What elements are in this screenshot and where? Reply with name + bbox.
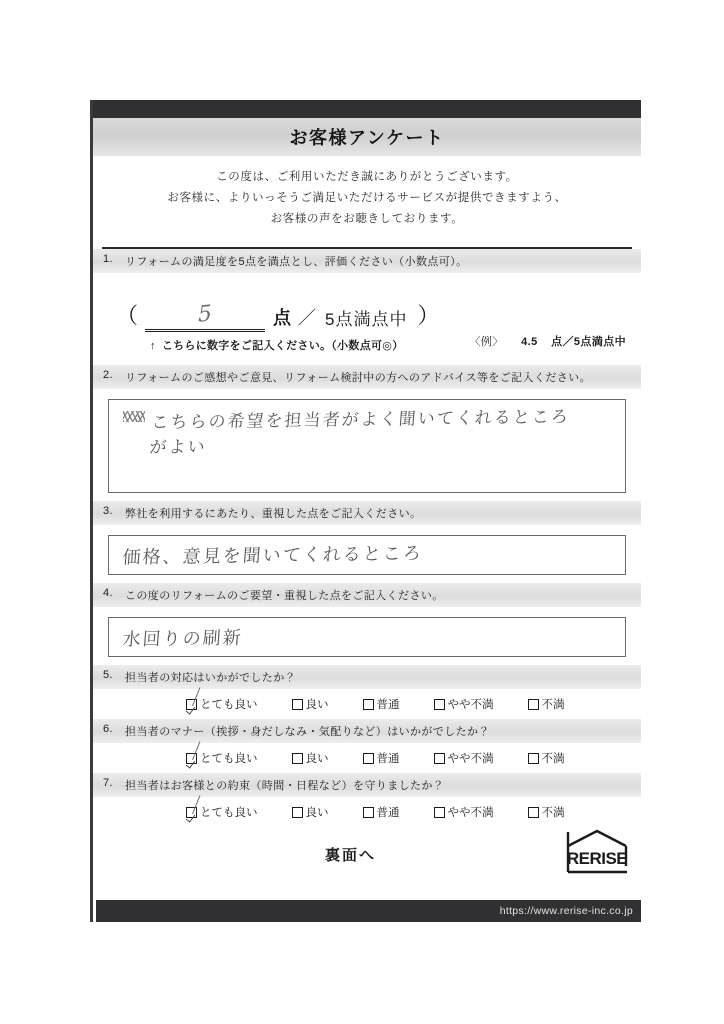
question-5-options [102,689,632,719]
question-1-number: 1. [103,253,113,265]
q5-option-label-3: やや不満 [447,699,494,711]
intro-line-2: お客様に、よりいっそうご満足いただけるサービスが提供できますよう、 [167,192,567,204]
checkbox-icon [528,807,539,818]
example-value: 4.5 [521,336,538,348]
score-example [469,333,626,349]
q6-option-good[interactable] [292,750,329,766]
q5-option-label-0: とても良い [200,699,258,711]
intro-line-1: この度は、ご利用いただき誠にありがとうございます。 [216,171,518,183]
question-7-header [93,773,641,797]
question-2-prompt: リフォームのご感想やご意見、リフォーム検討中の方へのアドバイス等をご記入ください。 [125,372,591,384]
checkbox-icon [292,753,303,764]
q7-option-label-0: とても良い [200,807,258,819]
question-5-number: 5. [103,669,113,681]
q5-option-label-2: 普通 [376,699,400,711]
question-3-prompt: 弊社を利用するにあたり、重視した点をご記入ください。 [125,508,422,520]
q6-option-label-3: やや不満 [447,753,494,765]
q5-option-good[interactable] [292,696,329,712]
checkbox-icon [292,699,303,710]
intro-block [102,156,632,241]
q5-option-somewhat-dissatisfied[interactable] [434,696,494,712]
page-footer [93,826,641,884]
q7-option-somewhat-dissatisfied[interactable] [434,804,494,820]
document-title-band [93,118,641,156]
page-title: お客様アンケート [289,128,445,148]
q6-option-very-good[interactable] [186,750,258,766]
example-unit: 点／5点満点中 [551,336,626,348]
question-2-header [93,365,641,389]
q5-option-label-4: 不満 [541,699,565,711]
q6-option-dissatisfied[interactable] [528,750,565,766]
q7-option-average[interactable] [363,804,400,820]
checkbox-icon [186,753,197,764]
q7-option-label-1: 良い [305,807,329,819]
q7-option-dissatisfied[interactable] [528,804,565,820]
question-3-number: 3. [103,505,113,517]
score-instruction-text: こちらに数字をご記入ください。（小数点可◎） [161,340,404,352]
question-3-answer-text: 価格、意見を聞いてくれるところ [121,543,424,569]
company-url[interactable]: https://www.rerise-inc.co.jp [499,905,633,917]
question-7-number: 7. [103,777,113,789]
score-paren-close: ） [417,303,441,328]
checkbox-icon [186,699,197,710]
logo-wordmark: RERISE [566,849,628,868]
question-6-prompt: 担当者のマナー（挨拶・身だしなみ・気配りなど）はいかがでしたか？ [125,726,490,738]
handwritten-score: 5 [197,301,213,328]
q7-option-very-good[interactable] [186,804,258,820]
score-slash: ／ [298,308,318,328]
score-entry-row [116,299,441,332]
question-7-options [102,797,632,827]
q7-option-label-4: 不満 [541,807,565,819]
score-instruction [150,337,404,353]
q6-option-label-4: 不満 [541,753,565,765]
checkbox-icon [186,807,197,818]
checkbox-icon [434,699,445,710]
scan-top-bar [93,100,641,118]
checkbox-icon [434,807,445,818]
question-7-prompt: 担当者はお客様との約束（時間・日程など）を守りましたか？ [125,780,445,792]
q7-option-good[interactable] [292,804,329,820]
question-3-answer-box[interactable] [108,535,626,575]
checkbox-icon [363,699,374,710]
question-2-answer-text: こちらの希望を担当者がよく聞いてくれるところ がよい [148,407,571,458]
house-logo-icon [561,826,633,878]
question-5-header [93,665,641,689]
q6-option-label-1: 良い [305,753,329,765]
checkbox-icon [528,753,539,764]
q6-option-average[interactable] [363,750,400,766]
q5-option-average[interactable] [363,696,400,712]
q5-option-very-good[interactable] [186,696,258,712]
checkbox-icon [363,807,374,818]
up-arrow-icon: ↑ [150,340,156,352]
score-unit-label: 点 [273,308,293,328]
q5-option-dissatisfied[interactable] [528,696,565,712]
question-6-number: 6. [103,723,113,735]
q7-option-label-3: やや不満 [447,807,494,819]
question-4-prompt: この度のリフォームのご要望・重視した点をご記入ください。 [125,590,444,602]
question-4-number: 4. [103,587,113,599]
question-4-header [93,583,641,607]
question-6-options [102,743,632,773]
checkbox-icon [434,753,445,764]
score-paren-open: （ [116,303,140,328]
question-4-answer-text: 水回りの刷新 [121,627,244,651]
checkbox-icon [528,699,539,710]
q6-option-label-0: とても良い [200,753,258,765]
score-input-line[interactable] [145,302,265,332]
q5-option-label-1: 良い [305,699,329,711]
continue-on-back-text: 裏面へ [325,847,377,864]
question-4-answer-box[interactable] [108,617,626,657]
question-1-header [93,249,641,273]
question-5-prompt: 担当者の対応はいかがでしたか？ [125,672,296,684]
footer-url-bar [96,900,641,922]
q7-option-label-2: 普通 [376,807,400,819]
question-1-body [102,273,632,365]
example-tag: 〈例〉 [469,336,504,348]
checkbox-icon [292,807,303,818]
rerise-logo [561,826,633,878]
question-2-number: 2. [103,369,113,381]
question-6-header [93,719,641,743]
score-out-of-label: 5点満点中 [325,310,408,329]
checkbox-icon [363,753,374,764]
question-2-answer-box[interactable] [108,399,626,493]
q6-option-label-2: 普通 [376,753,400,765]
q6-option-somewhat-dissatisfied[interactable] [434,750,494,766]
question-3-header [93,501,641,525]
survey-sheet [90,100,641,922]
question-1-prompt: リフォームの満足度を5点を満点とし、評価ください（小数点可）。 [125,256,468,268]
intro-line-3: お客様の声をお聴きしております。 [270,213,464,225]
